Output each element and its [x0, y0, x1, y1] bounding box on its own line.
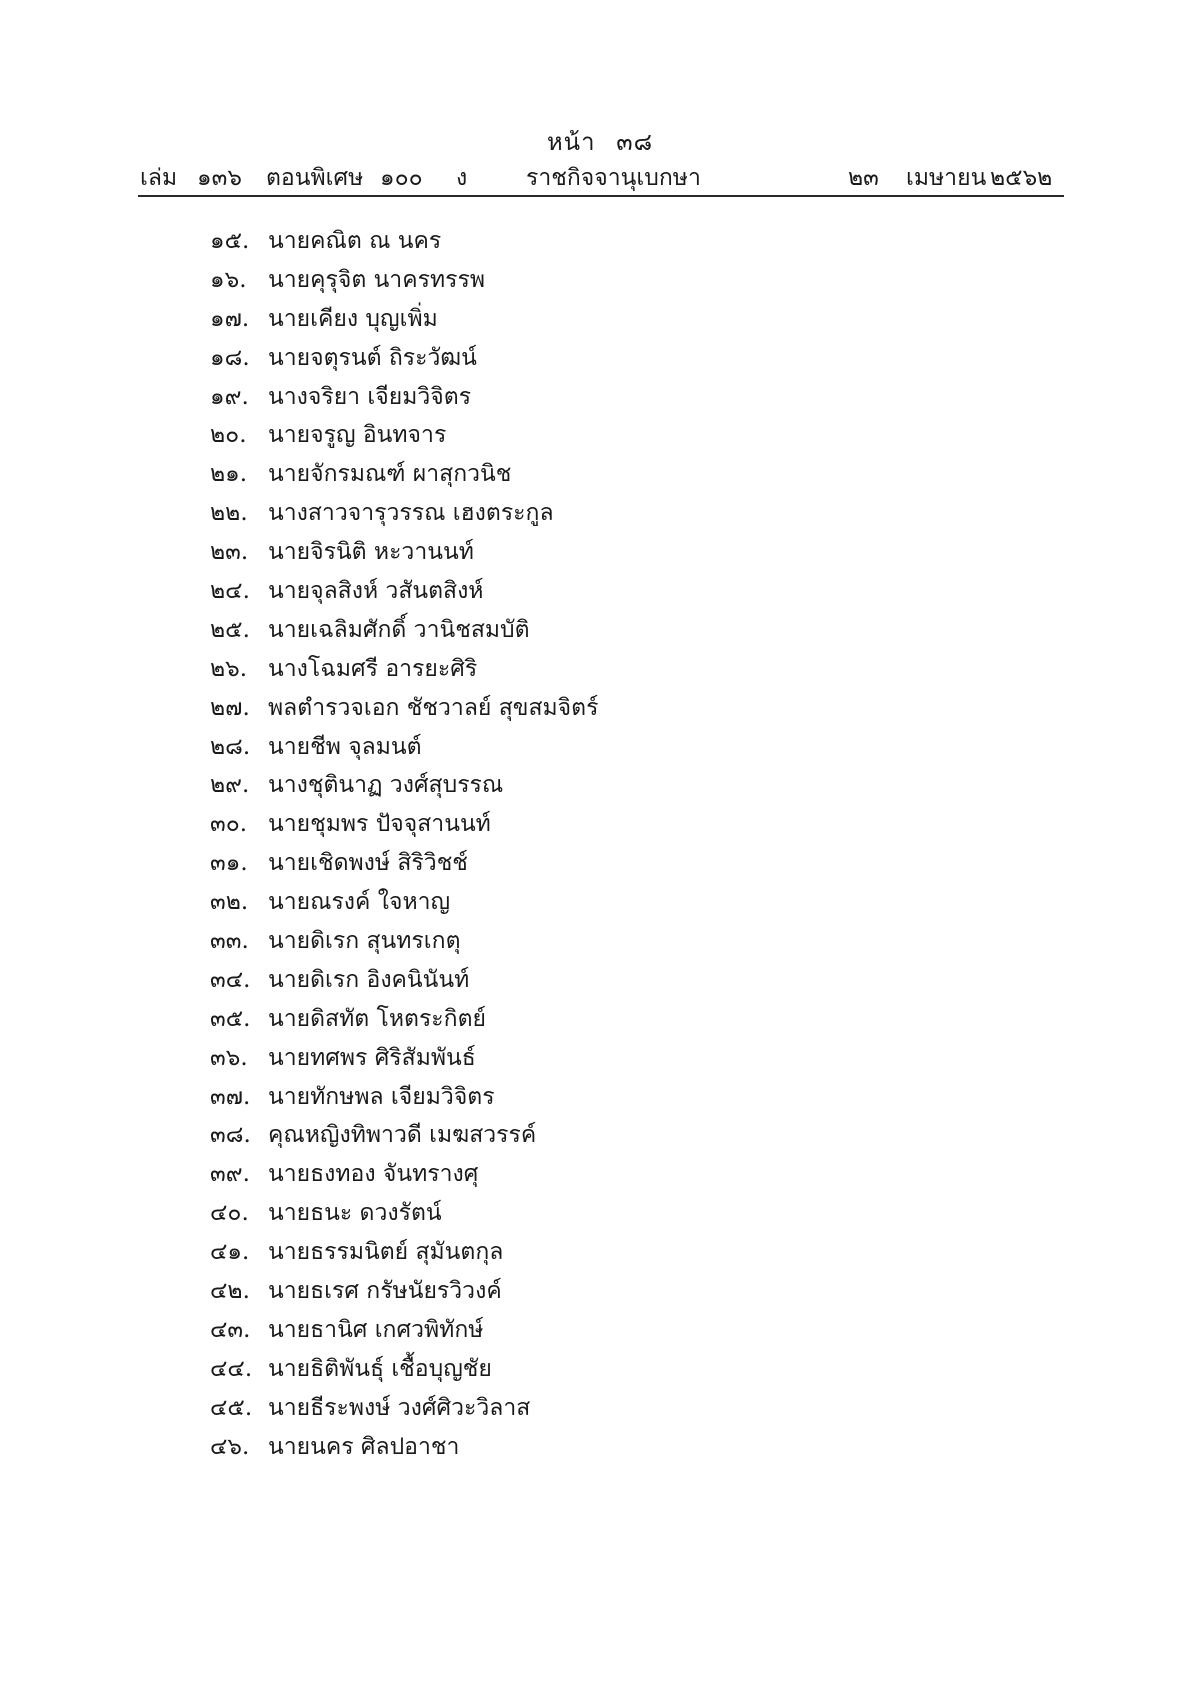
item-number: ๒๐. — [210, 422, 247, 449]
item-number: ๑๘. — [210, 344, 250, 371]
page-number — [0, 122, 1200, 161]
person-name: นางสาวจารุวรรณ เฮงตระกูล — [268, 500, 554, 527]
list-item — [210, 494, 598, 533]
item-number: ๓๕. — [210, 1005, 251, 1032]
person-name: นายธานิศ เกศวพิทักษ์ — [268, 1316, 484, 1343]
list-item — [210, 805, 598, 844]
person-name: นายจรูญ อินทจาร — [268, 422, 447, 449]
list-item — [210, 961, 598, 1000]
person-name: นายเฉลิมศักดิ์ วานิชสมบัติ — [268, 616, 530, 643]
person-name: นายจิรนิติ หะวานนท์ — [268, 539, 474, 566]
item-number: ๔๕. — [210, 1394, 253, 1421]
item-number: ๒๒. — [210, 500, 248, 527]
list-item — [210, 1116, 598, 1155]
item-number: ๓๓. — [210, 928, 249, 955]
item-number: ๒๙. — [210, 772, 250, 799]
item-number: ๔๑. — [210, 1239, 250, 1266]
list-item — [210, 1233, 598, 1272]
item-number: ๒๖. — [210, 655, 248, 682]
list-item — [210, 1389, 598, 1428]
list-item — [210, 455, 598, 494]
list-item — [210, 1039, 598, 1078]
item-number: ๓๘. — [210, 1122, 251, 1149]
list-item — [210, 611, 598, 650]
gazette-header — [140, 160, 1060, 192]
person-name: นายธนะ ดวงรัตน์ — [268, 1200, 442, 1227]
item-number: ๓๔. — [210, 966, 251, 993]
person-name: นายนคร ศิลปอาชา — [268, 1433, 460, 1460]
item-number: ๔๐. — [210, 1200, 249, 1227]
item-number: ๓๒. — [210, 889, 249, 916]
item-number: ๔๒. — [210, 1278, 250, 1305]
person-name: นายดิสทัต โหตระกิตย์ — [268, 1005, 486, 1032]
date-year: ๒๕๖๒ — [990, 165, 1053, 191]
person-name: นายจุลสิงห์ วสันตสิงห์ — [268, 578, 484, 605]
person-name: พลตำรวจเอก ชัชวาลย์ สุขสมจิตร์ — [268, 694, 599, 721]
list-item — [210, 650, 598, 689]
volume-number: ๑๓๖ — [197, 165, 242, 191]
person-name: นางชุตินาฏ วงศ์สุบรรณ — [268, 772, 504, 799]
person-name: นายคุรุจิต นาครทรรพ — [268, 266, 485, 293]
item-number: ๒๓. — [210, 539, 249, 566]
item-number: ๒๘. — [210, 733, 251, 760]
item-number: ๓๖. — [210, 1044, 248, 1071]
list-item — [210, 1428, 598, 1467]
person-name: นายธิติพันธุ์ เชื้อบุญชัย — [268, 1355, 492, 1382]
list-item — [210, 728, 598, 767]
list-item — [210, 1272, 598, 1311]
issue-label: ตอนพิเศษ — [266, 165, 364, 191]
item-number: ๑๗. — [210, 305, 250, 332]
person-name: นายเชิดพงษ์ สิริวิชช์ — [268, 850, 468, 877]
item-number: ๓๐. — [210, 811, 248, 838]
person-name: นายธงทอง จันทรางศุ — [268, 1161, 479, 1188]
person-name: นายชีพ จุลมนต์ — [268, 733, 422, 760]
item-number: ๑๕. — [210, 228, 250, 254]
list-item — [210, 844, 598, 883]
volume-label: เล่ม — [140, 165, 178, 191]
item-number: ๔๓. — [210, 1316, 251, 1343]
person-name: นายธีระพงษ์ วงศ์ศิวะวิลาส — [268, 1394, 531, 1421]
list-item — [210, 922, 598, 961]
person-name: นายจตุรนต์ ถิระวัฒน์ — [268, 344, 477, 371]
list-item — [210, 1311, 598, 1350]
person-name: นายทักษพล เจียมวิจิตร — [268, 1083, 495, 1110]
list-item — [210, 1350, 598, 1389]
publication-title: ราชกิจจานุเบกษา — [526, 165, 701, 191]
item-number: ๔๔. — [210, 1355, 253, 1382]
issue-section: ง — [456, 165, 468, 191]
person-name: นายธเรศ กรัษนัยรวิวงค์ — [268, 1278, 502, 1305]
item-number: ๓๙. — [210, 1161, 250, 1188]
person-name: นายทศพร ศิริสัมพันธ์ — [268, 1044, 476, 1071]
page-label: หน้า — [546, 128, 596, 156]
person-name: นายดิเรก อิงคนินันท์ — [268, 966, 470, 993]
list-item — [210, 1000, 598, 1039]
person-name: นายณรงค์ ใจหาญ — [268, 889, 451, 916]
date-day: ๒๓ — [848, 165, 879, 191]
list-item — [210, 261, 598, 300]
issue-number: ๑๐๐ — [380, 165, 423, 191]
person-name: นายคณิต ณ นคร — [268, 228, 442, 254]
item-number: ๓๗. — [210, 1083, 251, 1110]
person-name: นายดิเรก สุนทรเกตุ — [268, 928, 461, 955]
person-name: คุณหญิงทิพาวดี เมฆสวรรค์ — [268, 1122, 537, 1149]
list-item — [210, 533, 598, 572]
list-item — [210, 300, 598, 339]
list-item — [210, 416, 598, 455]
list-item — [210, 339, 598, 378]
person-name: นายชุมพร ปัจจุสานนท์ — [268, 811, 491, 838]
item-number: ๒๔. — [210, 578, 250, 605]
list-item — [210, 766, 598, 805]
person-name: นางโฉมศรี อารยะศิริ — [268, 655, 478, 682]
header-divider — [138, 195, 1064, 197]
item-number: ๔๖. — [210, 1433, 250, 1460]
item-number: ๒๗. — [210, 694, 250, 721]
list-item — [210, 689, 598, 728]
item-number: ๒๕. — [210, 616, 250, 643]
list-item — [210, 883, 598, 922]
list-item — [210, 1194, 598, 1233]
names-list — [210, 222, 598, 1467]
date-month: เมษายน — [906, 165, 987, 191]
page-number-value: ๓๘ — [616, 128, 654, 156]
person-name: นายธรรมนิตย์ สุมันตกุล — [268, 1239, 504, 1266]
item-number: ๓๑. — [210, 850, 248, 877]
item-number: ๒๑. — [210, 461, 248, 488]
person-name: นายจักรมณฑ์ ผาสุกวนิช — [268, 461, 512, 488]
person-name: นายเคียง บุญเพิ่ม — [268, 305, 438, 332]
list-item — [210, 1155, 598, 1194]
item-number: ๑๙. — [210, 383, 249, 410]
list-item — [210, 1078, 598, 1117]
person-name: นางจริยา เจียมวิจิตร — [268, 383, 472, 410]
item-number: ๑๖. — [210, 266, 247, 293]
list-item — [210, 378, 598, 417]
list-item — [210, 222, 598, 261]
list-item — [210, 572, 598, 611]
